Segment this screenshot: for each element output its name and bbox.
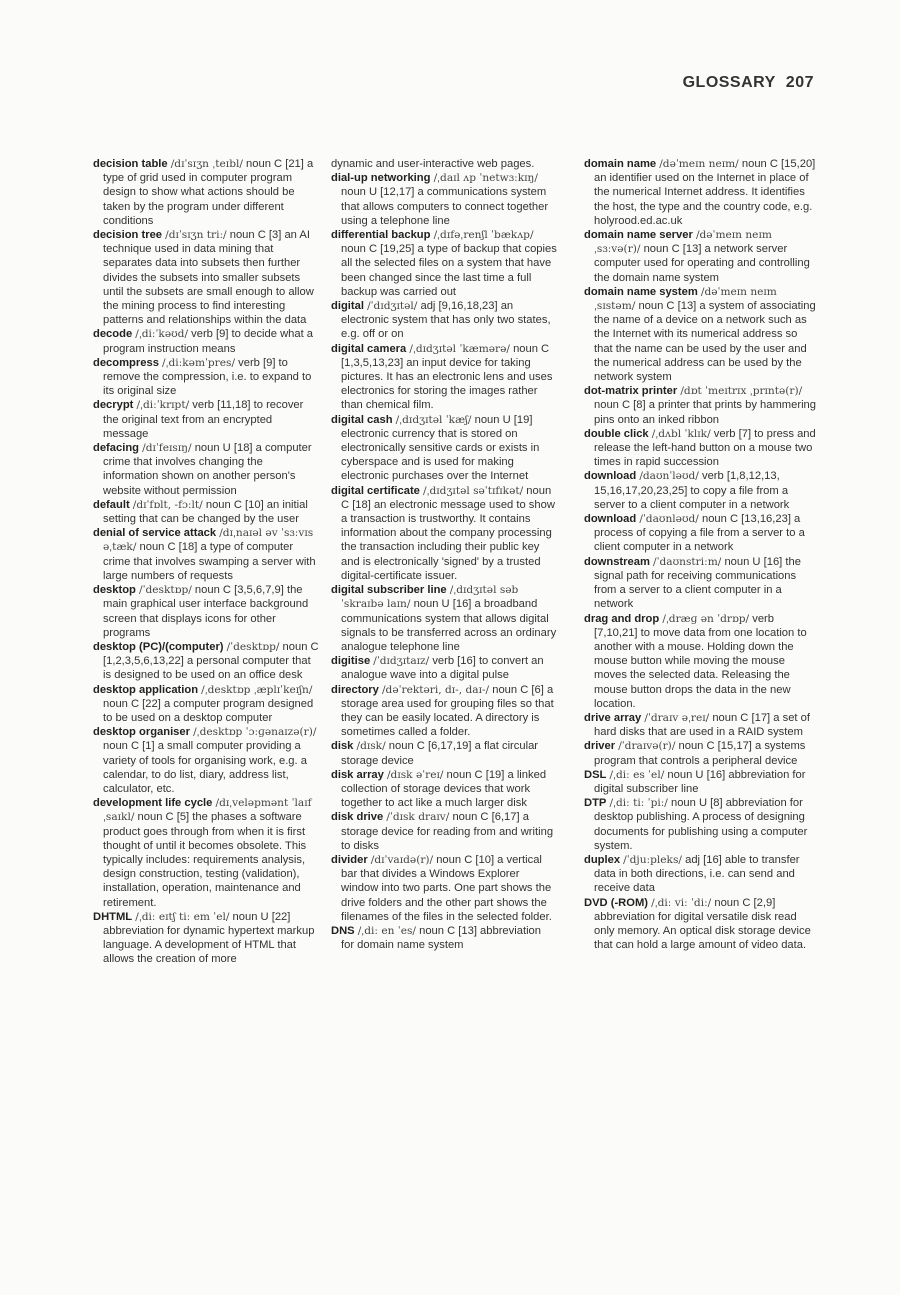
pronunciation: /ˌdræɡ ən ˈdrɒp/ bbox=[662, 612, 750, 625]
headword: digital certificate bbox=[331, 484, 420, 497]
pronunciation: /ˌdiːˈkəʊd/ bbox=[135, 328, 189, 341]
glossary-entry bbox=[93, 796, 319, 910]
headword: decompress bbox=[93, 356, 159, 369]
headword: domain name server bbox=[584, 229, 693, 242]
glossary-column-1 bbox=[93, 157, 319, 967]
glossary-entry bbox=[93, 327, 319, 355]
glossary-entry bbox=[93, 356, 319, 399]
glossary-entry bbox=[331, 157, 557, 171]
definition: adj [9,16,18,23] an electronic system that has only two states, e.g. off or on bbox=[341, 300, 551, 341]
definition: noun C [13,16,23] a process of copying a file from a server to a client computer in a network bbox=[594, 513, 805, 554]
definition: noun U [22] abbreviation for dynamic hypertext markup language. A development of HTML that allows the creation of more bbox=[103, 910, 315, 966]
headword: drive array bbox=[584, 711, 642, 724]
glossary-entry bbox=[331, 228, 557, 299]
headword: decision tree bbox=[93, 229, 163, 242]
definition: noun C [6,17,19] a flat circular storage device bbox=[341, 740, 539, 767]
glossary-entry bbox=[331, 484, 557, 583]
pronunciation: /ˈdaʊnləʊd/ bbox=[639, 513, 699, 526]
headword: development life cycle bbox=[93, 797, 213, 810]
definition: noun C [22] a computer program designed to be used on a desktop computer bbox=[103, 697, 314, 724]
pronunciation: /ˌdɪfəˌrenʃl ˈbækʌp/ bbox=[433, 229, 534, 242]
definition: noun C [18] an electronic message used to show a transaction is trustworthy. It contains information about the company processing the transaction including their public key and is electronically 'signed' by a trusted digital-certificate issuer. bbox=[341, 484, 555, 582]
headword: download bbox=[584, 470, 637, 483]
pronunciation: /ˌdɪdʒɪtəl ˈkæʃ/ bbox=[395, 413, 472, 426]
glossary-title: GLOSSARY bbox=[682, 74, 776, 91]
definition: noun C [15,17] a systems program that controls a peripheral device bbox=[594, 740, 806, 767]
definition: noun C [2,9] abbreviation for digital versatile disk read only memory. An optical disk storage device that can hold a large amount of video data. bbox=[594, 896, 811, 952]
glossary-entry bbox=[584, 228, 816, 285]
pronunciation: /ˌdiːkəmˈpres/ bbox=[162, 356, 236, 369]
glossary-entry bbox=[331, 583, 557, 654]
glossary-entry bbox=[584, 768, 816, 796]
glossary-entry bbox=[331, 739, 557, 767]
glossary-entry bbox=[584, 853, 816, 896]
headword: DNS bbox=[331, 924, 355, 937]
definition: verb [16] to convert an analogue wave into a digital pulse bbox=[341, 655, 544, 682]
definition: noun C [19,25] a type of backup that copies all the selected files on a system that have been changed since the last time a full backup was carried out bbox=[341, 243, 557, 298]
definition: noun C [13] abbreviation for domain name system bbox=[341, 924, 541, 952]
glossary-entry bbox=[93, 683, 319, 726]
glossary-entry bbox=[93, 640, 319, 683]
headword: digital cash bbox=[331, 413, 393, 426]
definition: adj [16] able to transfer data in both directions, i.e. can send and receive data bbox=[594, 853, 800, 895]
headword: DTP bbox=[584, 797, 607, 810]
headword: defacing bbox=[93, 442, 140, 455]
glossary-entry bbox=[584, 711, 816, 739]
pronunciation: /ˌdiː es ˈel/ bbox=[609, 768, 665, 781]
definition: noun U [12,17] a communications system that allows computers to connect together using a telephone line bbox=[341, 186, 549, 227]
glossary-entry bbox=[584, 285, 816, 384]
pronunciation: /dɪˌveləpmənt ˈlaɪf ˌsaɪkl/ bbox=[103, 797, 312, 824]
glossary-entry bbox=[93, 228, 319, 327]
headword: default bbox=[93, 498, 130, 511]
glossary-entry bbox=[331, 683, 557, 740]
headword: desktop organiser bbox=[93, 726, 190, 739]
pronunciation: /dɪˈsɪʒn triː/ bbox=[165, 229, 227, 242]
glossary-entry bbox=[93, 157, 319, 228]
headword: DHTML bbox=[93, 910, 133, 923]
definition: noun C [1,3,5,13,23] an input device for taking pictures. It has an electronic lens and uses electronics for storing the images rather than chemical film. bbox=[341, 342, 553, 412]
pronunciation: /ˈdesktɒp/ bbox=[226, 640, 280, 653]
definition: noun C [1,2,3,5,6,13,22] a personal computer that is designed to be used on an office desk bbox=[103, 640, 319, 682]
definition: noun C [15,20] an identifier used on the Internet in place of the numerical Internet address. It identifies the host, the type and the country code, e.g. holyrood.ed.ac.uk bbox=[594, 158, 816, 227]
definition: noun C [19] a linked collection of storage devices that work together to act like a much larger disk bbox=[341, 768, 547, 810]
headword: desktop (PC)/(computer) bbox=[93, 640, 224, 653]
definition: noun C [3,5,6,7,9] the main graphical user interface background screen that displays icons for other programs bbox=[103, 584, 309, 639]
pronunciation: /ˌdiː en ˈes/ bbox=[357, 924, 416, 937]
pronunciation: /ˌdɪdʒɪtəl ˈkæmərə/ bbox=[409, 342, 510, 355]
pronunciation: /dəˈmeɪn neɪm/ bbox=[659, 158, 739, 170]
definition: noun U [16] abbreviation for digital subscriber line bbox=[594, 768, 806, 795]
definition: noun C [1] a small computer providing a variety of tools for organising work, e.g. a calendar, to do list, diary, address list, calculator, etc. bbox=[103, 740, 307, 795]
definition: verb [7,10,21] to move data from one location to another with a mouse. Holding down the mouse button while moving the mouse moves the selected data. Releasing the mouse button drops the data in the new location. bbox=[594, 612, 807, 710]
headword: domain name system bbox=[584, 285, 698, 298]
definition: verb [7] to press and release the left-hand button on a mouse two times in rapid succession bbox=[594, 427, 816, 469]
definition: dynamic and user-interactive web pages. bbox=[331, 158, 535, 170]
pronunciation: /ˈdɪdʒɪtaɪz/ bbox=[373, 655, 430, 668]
headword: driver bbox=[584, 740, 616, 753]
headword: decode bbox=[93, 328, 133, 341]
pronunciation: /dəˈmeɪn neɪm ˌsɜːvə(r)/ bbox=[594, 229, 772, 256]
pronunciation: /ˌdiː eɪtʃ tiː em ˈel/ bbox=[135, 910, 230, 923]
glossary-entry bbox=[93, 441, 319, 498]
glossary-entry bbox=[331, 853, 557, 924]
headword: digitise bbox=[331, 655, 371, 668]
definition: noun U [8] abbreviation for desktop publishing. A process of designing documents for publishing using a computer system. bbox=[594, 797, 808, 852]
headword: duplex bbox=[584, 853, 621, 866]
glossary-entry bbox=[584, 427, 816, 470]
definition: noun C [6,17] a storage device for reading from and writing to disks bbox=[341, 811, 554, 852]
pronunciation: /ˈdjuːpleks/ bbox=[623, 853, 682, 866]
headword: digital camera bbox=[331, 342, 407, 355]
headword: disk drive bbox=[331, 811, 384, 824]
pronunciation: /ˈdesktɒp/ bbox=[139, 584, 192, 597]
definition: noun C [8] a printer that prints by hammering pins onto an inked ribbon bbox=[594, 399, 816, 426]
glossary-entry bbox=[93, 498, 319, 526]
headword: divider bbox=[331, 853, 368, 866]
pronunciation: /ˈdɪdʒɪtəl/ bbox=[367, 300, 418, 313]
definition: verb [11,18] to recover the original text from an encrypted message bbox=[103, 399, 304, 440]
pronunciation: /ˌdɪdʒɪtəl səbˈskraɪbə laɪn/ bbox=[341, 584, 519, 611]
glossary-entry bbox=[93, 583, 319, 640]
pronunciation: /dɪˈfeɪsɪŋ/ bbox=[142, 442, 192, 455]
glossary-entry bbox=[584, 739, 816, 767]
pronunciation: /ˈdraɪvə(r)/ bbox=[618, 740, 676, 753]
definition: noun C [5] the phases a software product goes through from when it is first thought of until it becomes obsolete. This typically includes: requirements analysis, design construction, testing (validation), installation, operation, maintenance and retirement. bbox=[103, 811, 307, 909]
pronunciation: /dəˈmeɪn neɪm ˌsɪstəm/ bbox=[594, 285, 777, 313]
headword: drag and drop bbox=[584, 612, 660, 625]
headword: DSL bbox=[584, 768, 607, 781]
glossary-entry bbox=[331, 810, 557, 853]
headword: desktop application bbox=[93, 683, 199, 696]
pronunciation: /ˌdʌbl ˈklɪk/ bbox=[651, 427, 711, 440]
glossary-entry bbox=[93, 526, 319, 583]
glossary-column-3 bbox=[584, 157, 816, 952]
pronunciation: /daʊnˈləʊd/ bbox=[639, 470, 699, 483]
headword: decision table bbox=[93, 158, 168, 170]
page-number: 207 bbox=[785, 74, 814, 91]
page-header bbox=[683, 74, 814, 92]
pronunciation: /dɪˈfɒlt, -fɔːlt/ bbox=[132, 498, 203, 511]
pronunciation: /ˈdaʊnstriːm/ bbox=[653, 555, 722, 568]
glossary-entry bbox=[584, 555, 816, 612]
glossary-entry bbox=[331, 413, 557, 484]
glossary-entry bbox=[584, 896, 816, 953]
pronunciation: /dɪsk/ bbox=[356, 740, 386, 753]
pronunciation: /dɪˌnaɪəl əv ˈsɜːvɪs əˌtæk/ bbox=[103, 527, 314, 554]
definition: noun C [3] an AI technique used in data mining that separates data into subsets then further divides the subsets into smaller subsets until the subsets are small enough to allow the mining process to find interesting patterns and relationships within the data bbox=[103, 229, 314, 327]
pronunciation: /dɒt ˈmeɪtrɪx ˌprɪntə(r)/ bbox=[680, 385, 803, 398]
definition: noun U [18] a computer crime that involves changing the information shown on another person's website without permission bbox=[103, 442, 312, 497]
pronunciation: /dɪsk əˈreɪ/ bbox=[386, 768, 444, 781]
headword: digital subscriber line bbox=[331, 584, 447, 597]
glossary-entry bbox=[93, 910, 319, 967]
definition: noun C [13] a system of associating the name of a device on a network such as the Internet with its numerical address so that the name can be used by the user and the numerical address can be used by the network system bbox=[594, 300, 816, 384]
glossary-entry bbox=[584, 157, 816, 228]
headword: DVD (-ROM) bbox=[584, 896, 649, 909]
pronunciation: /dəˈrektəri, dɪ-, daɪ-/ bbox=[381, 683, 490, 696]
definition: noun U [19] electronic currency that is stored on electronically sensitive cards or exists in cyberspace and is used for making electronic purchases over the Internet bbox=[341, 413, 540, 483]
headword: denial of service attack bbox=[93, 527, 217, 540]
headword: dot-matrix printer bbox=[584, 385, 678, 398]
headword: desktop bbox=[93, 584, 136, 597]
headword: disk array bbox=[331, 768, 384, 781]
glossary-entry bbox=[93, 398, 319, 441]
definition: noun U [16] a broadband communications system that allows digital signals to be transferred across an ordinary analogue telephone line bbox=[341, 598, 557, 653]
pronunciation: /ˌdesktɒp ˌæplɪˈkeɪʃn/ bbox=[201, 683, 313, 696]
definition: noun U [16] the signal path for receiving communications from a server to a client computer in a network bbox=[594, 555, 801, 611]
headword: decrypt bbox=[93, 399, 134, 412]
headword: digital bbox=[331, 300, 364, 313]
pronunciation: /ˈdɪsk draɪv/ bbox=[386, 811, 450, 824]
pronunciation: /ˌdesktɒp ˈɔːɡənaɪzə(r)/ bbox=[193, 726, 317, 739]
pronunciation: /dɪˈsɪʒn ˌteɪbl/ bbox=[170, 158, 243, 170]
glossary-entry bbox=[331, 171, 557, 228]
definition: verb [1,8,12,13, 15,16,17,20,23,25] to copy a file from a server to a client computer in a network bbox=[594, 470, 790, 511]
glossary-entry bbox=[331, 654, 557, 682]
definition: noun C [13] a network server computer used for operating and controlling the domain name system bbox=[594, 243, 810, 284]
glossary-entry bbox=[584, 796, 816, 853]
definition: noun C [6] a storage area used for grouping files so that they can be easily located. A directory is sometimes called a folder. bbox=[341, 683, 554, 739]
headword: disk bbox=[331, 740, 354, 753]
definition: noun C [10] a vertical bar that divides a Windows Explorer window into two parts. One part shows the drive folders and the other part shows the filenames of the files in the selected folder. bbox=[341, 853, 552, 923]
headword: double click bbox=[584, 427, 649, 440]
definition: noun C [21] a type of grid used in computer program design to show what actions should be taken by the program under different conditions bbox=[103, 158, 314, 227]
glossary-entry bbox=[331, 768, 557, 811]
definition: noun C [18] a type of computer crime that involves swamping a server with large numbers of requests bbox=[103, 541, 316, 582]
headword: directory bbox=[331, 683, 379, 696]
headword: download bbox=[584, 513, 637, 526]
pronunciation: /ˌdiː viː ˈdiː/ bbox=[651, 896, 712, 909]
headword: downstream bbox=[584, 555, 650, 568]
glossary-entry bbox=[93, 725, 319, 796]
pronunciation: /ˌdiːˈkrɪpt/ bbox=[136, 399, 190, 412]
pronunciation: /dɪˈvaɪdə(r)/ bbox=[370, 853, 434, 866]
glossary-column-2 bbox=[331, 157, 557, 952]
glossary-entry bbox=[584, 512, 816, 555]
headword: domain name bbox=[584, 158, 657, 170]
definition: noun C [10] an initial setting that can be changed by the user bbox=[103, 498, 308, 526]
pronunciation: /ˌdɪdʒɪtəl səˈtɪfɪkət/ bbox=[423, 484, 524, 497]
headword: dial-up networking bbox=[331, 172, 431, 185]
definition: noun C [17] a set of hard disks that are used in a RAID system bbox=[594, 711, 810, 739]
definition: verb [9] to decide what a program instruction means bbox=[103, 328, 314, 355]
glossary-entry bbox=[331, 924, 557, 952]
pronunciation: /ˈdraɪv əˌreɪ/ bbox=[644, 711, 710, 724]
definition: verb [9] to remove the compression, i.e. to expand to its original size bbox=[103, 356, 312, 398]
glossary-entry bbox=[331, 342, 557, 413]
glossary-entry bbox=[584, 384, 816, 427]
glossary-entry bbox=[584, 612, 816, 711]
pronunciation: /ˌdiː tiː ˈpiː/ bbox=[609, 797, 668, 810]
glossary-entry bbox=[331, 299, 557, 342]
headword: differential backup bbox=[331, 229, 431, 242]
pronunciation: /ˌdaɪl ʌp ˈnetwɜːkɪŋ/ bbox=[433, 172, 538, 185]
glossary-entry bbox=[584, 469, 816, 512]
